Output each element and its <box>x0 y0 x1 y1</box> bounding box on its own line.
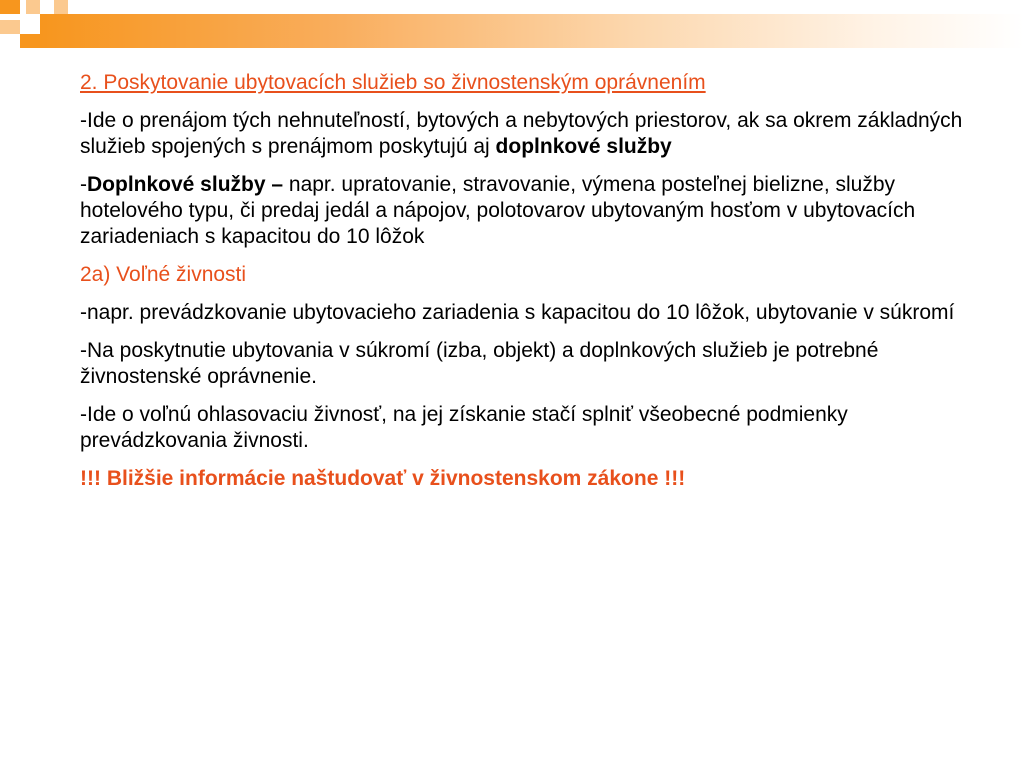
paragraph-1-bold: doplnkové služby <box>495 135 672 158</box>
subheading: 2a) Voľné živnosti <box>80 263 247 286</box>
paragraph-1 <box>80 108 1000 160</box>
decor-square <box>0 0 20 14</box>
paragraph-1-text: -Ide o prenájom tých nehnuteľností, bytových a nebytových priestorov, ak sa okrem základných služieb spojených s prenájmom poskytujú aj <box>80 109 963 158</box>
paragraph-4: -Na poskytnutie ubytovania v súkromí (izba, objekt) a doplnkových služieb je potrebné živnostenské oprávnenie. <box>80 339 879 388</box>
decor-square <box>54 0 68 14</box>
decor-square <box>20 34 40 48</box>
paragraph-3: -napr. prevádzkovanie ubytovacieho zariadenia s kapacitou do 10 lôžok, ubytovanie v súkromí <box>80 301 955 324</box>
slide-heading: 2. Poskytovanie ubytovacích služieb so živnostenským oprávnením <box>80 71 706 94</box>
paragraph-5: -Ide o voľnú ohlasovaciu živnosť, na jej získanie stačí splniť všeobecné podmienky prevádzkovania živnosti. <box>80 403 848 452</box>
paragraph-2-text: napr. upratovanie, stravovanie, výmena posteľnej bielizne, služby hotelového typu, či predaj jedál a nápojov, polotovarov ubytovaným hosťom v ubytovacích zariadeniach s kapacitou do 10 lôžok <box>80 173 916 248</box>
paragraph-2-prefix: - <box>80 173 87 196</box>
paragraph-2-bold: Doplnkové služby – <box>87 173 289 196</box>
decor-square <box>26 0 40 14</box>
note: !!! Bližšie informácie naštudovať v živnostenskom zákone !!! <box>80 467 686 490</box>
decor-gradient-band <box>40 14 1024 48</box>
decor-square <box>0 20 20 34</box>
paragraph-2 <box>80 172 1000 250</box>
slide-content <box>80 70 1000 504</box>
